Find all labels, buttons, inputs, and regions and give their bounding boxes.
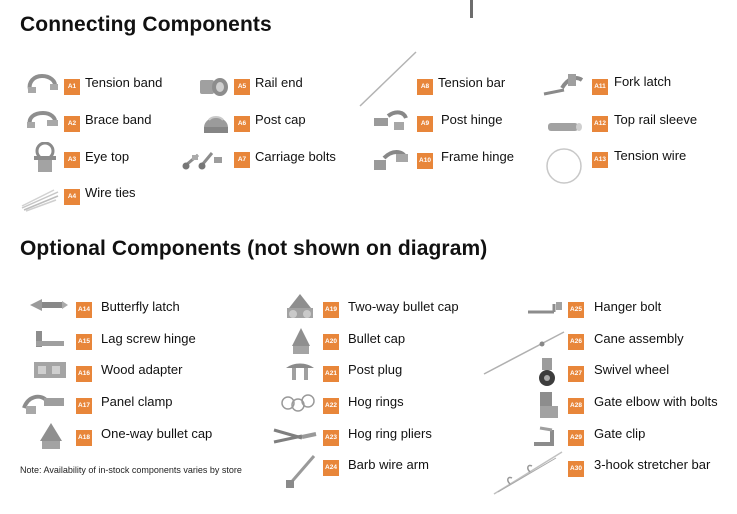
badge-a20: A20 — [323, 334, 339, 350]
stretcher-bar-icon — [492, 450, 564, 496]
hog-ring-pliers-icon — [272, 424, 320, 448]
label-post-hinge: Post hinge — [441, 112, 503, 127]
badge-a7: A7 — [234, 152, 250, 168]
badge-a22: A22 — [323, 398, 339, 414]
badge-a4: A4 — [64, 189, 80, 205]
badge-a10: A10 — [417, 153, 433, 169]
badge-a24: A24 — [323, 460, 339, 476]
badge-a2: A2 — [64, 116, 80, 132]
badge-a5: A5 — [234, 79, 250, 95]
bullet-cap-icon — [288, 326, 314, 356]
label-brace-band: Brace band — [85, 112, 152, 127]
badge-a13: A13 — [592, 152, 608, 168]
badge-a15: A15 — [76, 334, 92, 350]
badge-a16: A16 — [76, 366, 92, 382]
label-tension-wire: Tension wire — [614, 148, 687, 163]
top-rail-sleeve-icon — [546, 119, 584, 135]
label-wire-ties: Wire ties — [85, 185, 136, 200]
badge-a29: A29 — [568, 430, 584, 446]
badge-a6: A6 — [234, 116, 250, 132]
label-wood-adapter: Wood adapter — [101, 362, 183, 377]
label-two-way-bullet-cap: Two-way bullet cap — [348, 299, 459, 314]
panel-clamp-icon — [20, 388, 72, 418]
label-swivel-wheel: Swivel wheel — [594, 362, 670, 377]
label-post-cap: Post cap — [255, 112, 306, 127]
label-barb-wire-arm: Barb wire arm — [348, 457, 429, 472]
badge-a30: A30 — [568, 461, 584, 477]
label-hog-ring-pliers: Hog ring pliers — [348, 426, 432, 441]
hanger-bolt-icon — [526, 300, 564, 320]
badge-a17: A17 — [76, 398, 92, 414]
badge-a3: A3 — [64, 152, 80, 168]
section-title-connecting: Connecting Components — [20, 13, 272, 36]
tension-bar-icon — [358, 50, 418, 108]
badge-a14: A14 — [76, 302, 92, 318]
hog-rings-icon — [278, 391, 318, 415]
label-bullet-cap: Bullet cap — [348, 331, 406, 346]
badge-a25: A25 — [568, 302, 584, 318]
label-eye-top: Eye top — [85, 149, 130, 164]
brace-band-icon — [25, 109, 61, 133]
post-hinge-icon — [372, 108, 412, 134]
carriage-bolts-icon — [180, 147, 230, 171]
frame-hinge-icon — [372, 146, 412, 174]
badge-a19: A19 — [323, 302, 339, 318]
badge-a18: A18 — [76, 430, 92, 446]
badge-a28: A28 — [568, 398, 584, 414]
wire-ties-icon — [20, 186, 60, 212]
badge-a23: A23 — [323, 430, 339, 446]
butterfly-latch-icon — [26, 293, 70, 317]
label-fork-latch: Fork latch — [614, 74, 672, 89]
gate-elbow-icon — [536, 390, 560, 422]
badge-a12: A12 — [592, 116, 608, 132]
label-cane-assembly: Cane assembly — [594, 331, 684, 346]
label-frame-hinge: Frame hinge — [441, 149, 514, 164]
badge-a9: A9 — [417, 116, 433, 132]
label-gate-elbow-with-bolts: Gate elbow with bolts — [594, 394, 718, 409]
label-tension-band: Tension band — [85, 75, 163, 90]
post-cap-icon — [200, 106, 232, 136]
post-top-mark — [470, 0, 473, 18]
rail-end-icon — [196, 74, 232, 100]
label-one-way-bullet-cap: One-way bullet cap — [101, 426, 213, 441]
badge-a11: A11 — [592, 79, 608, 95]
one-way-bullet-cap-icon — [36, 421, 66, 451]
label-3-hook-stretcher-bar: 3-hook stretcher bar — [594, 457, 711, 472]
two-way-bullet-cap-icon — [283, 292, 317, 322]
label-carriage-bolts: Carriage bolts — [255, 149, 336, 164]
section-title-optional: Optional Components (not shown on diagram) — [20, 237, 488, 260]
fork-latch-icon — [542, 70, 586, 100]
label-tension-bar: Tension bar — [438, 75, 506, 90]
badge-a1: A1 — [64, 79, 80, 95]
eye-top-icon — [30, 142, 60, 176]
badge-a26: A26 — [568, 334, 584, 350]
availability-note: Note: Availability of in-stock components varies by store — [20, 465, 242, 475]
label-hog-rings: Hog rings — [348, 394, 404, 409]
lag-screw-hinge-icon — [32, 327, 68, 351]
badge-a21: A21 — [323, 366, 339, 382]
label-panel-clamp: Panel clamp — [101, 394, 173, 409]
label-lag-screw-hinge: Lag screw hinge — [101, 331, 196, 346]
wood-adapter-icon — [30, 357, 70, 383]
gate-clip-icon — [530, 424, 560, 448]
barb-wire-arm-icon — [284, 452, 320, 490]
label-post-plug: Post plug — [348, 362, 403, 377]
label-butterfly-latch: Butterfly latch — [101, 299, 180, 314]
label-top-rail-sleeve: Top rail sleeve — [614, 112, 698, 127]
post-plug-icon — [284, 360, 316, 382]
badge-a27: A27 — [568, 366, 584, 382]
label-gate-clip: Gate clip — [594, 426, 646, 441]
label-rail-end: Rail end — [255, 75, 303, 90]
tension-wire-icon — [544, 146, 584, 186]
swivel-wheel-icon — [534, 356, 560, 388]
badge-a8: A8 — [417, 79, 433, 95]
label-hanger-bolt: Hanger bolt — [594, 299, 662, 314]
tension-band-icon — [26, 72, 60, 96]
